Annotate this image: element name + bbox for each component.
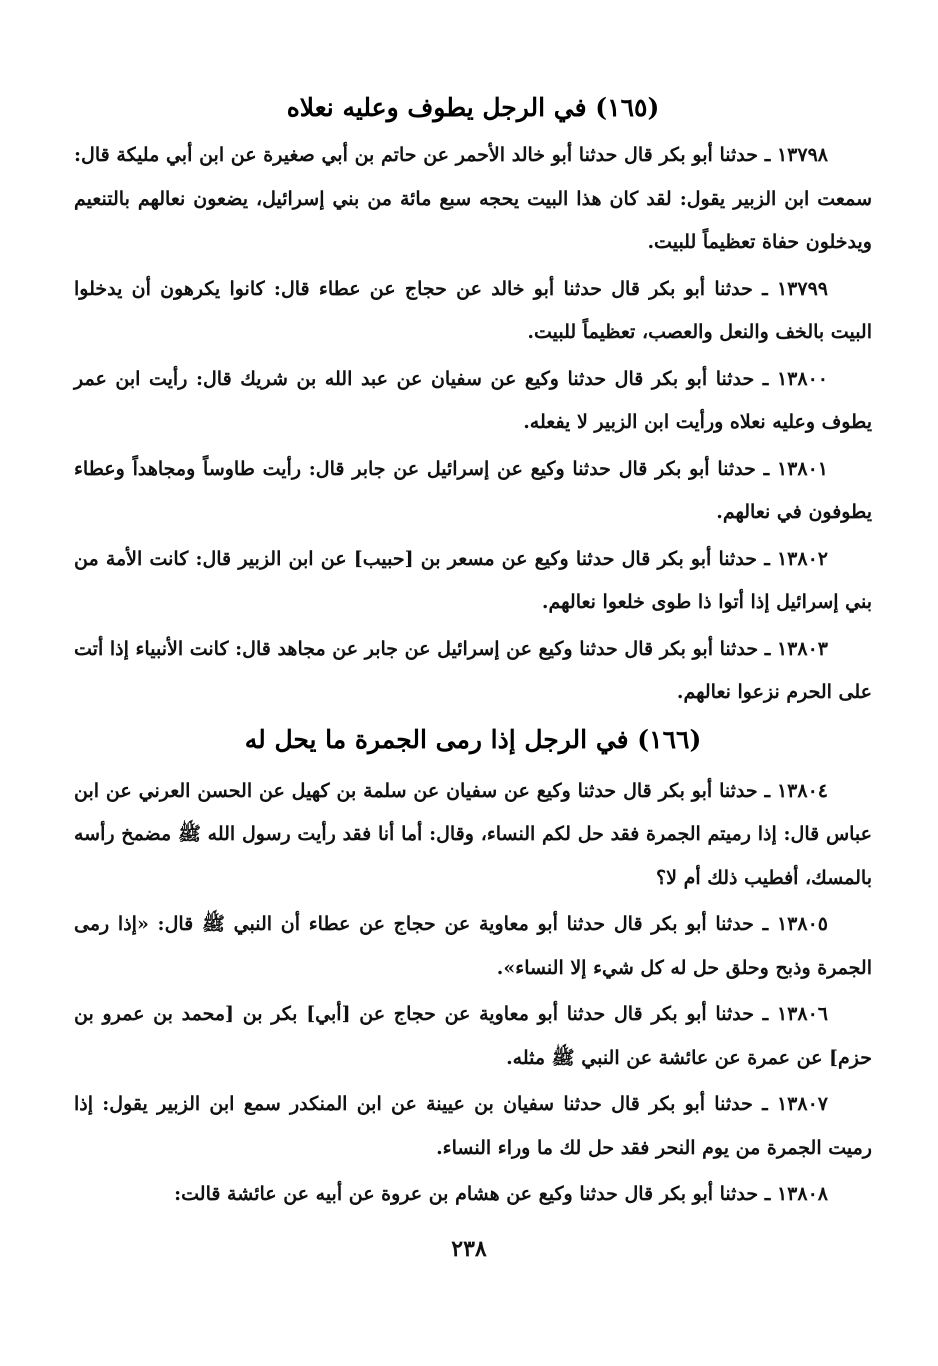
entry-text: ـ حدثنا أبو بكر قال حدثنا وكيع عن إسرائيل عن جابر عن مجاهد قال: كانت الأنبياء إذا أتت على الحرم نزعوا نعالهم.: [74, 637, 872, 703]
entry-text: ـ حدثنا أبو بكر قال حدثنا وكيع عن إسرائيل عن جابر قال: رأيت طاوساً ومجاهداً وعطاء يطوفون في نعالهم.: [74, 457, 872, 523]
entry-number: ١٣٨٠٢: [776, 547, 828, 570]
entry-number: ١٣٨٠٨: [776, 1183, 828, 1205]
hadith-entry: [74, 448, 872, 535]
entry-text: ـ حدثنا أبو بكر قال حدثنا وكيع عن هشام بن عروة عن أبيه عن عائشة قالت:: [174, 1183, 771, 1205]
entry-number: ١٣٨٠٣: [776, 637, 828, 660]
chapter-heading-165: (١٦٥) في الرجل يطوف وعليه نعلاه: [286, 93, 660, 122]
hadith-entry: [74, 1083, 872, 1170]
hadith-entry: [74, 770, 872, 901]
hadith-entry: [74, 993, 872, 1080]
page-number: ٢٣٨: [451, 1236, 487, 1262]
text-block: [74, 86, 872, 1220]
entry-number: ١٣٧٩٩: [776, 277, 828, 300]
entry-number: ١٣٨٠٥: [776, 913, 828, 935]
hadith-entry: [74, 134, 872, 265]
chapter-heading-166: (١٦٦) في الرجل إذا رمى الجمرة ما يحل له: [244, 724, 702, 754]
entry-number: ١٣٨٠٦: [776, 1003, 828, 1025]
hadith-entry: [74, 538, 872, 625]
entry-number: ١٣٨٠٧: [776, 1093, 828, 1115]
entry-text: ـ حدثنا أبو بكر قال حدثنا أبو خالد عن حجاج عن عطاء قال: كانوا يكرهون أن يدخلوا البيت بالخف والنعل والعصب، تعظيماً للبيت.: [74, 277, 872, 343]
entry-text: ـ حدثنا أبو بكر قال حدثنا أبو معاوية عن حجاج عن عطاء أن النبي ﷺ قال: «إذا رمى الجمرة وذبح وحلق حل له كل شيء إلا النساء».: [74, 913, 872, 979]
entry-number: ١٣٨٠١: [776, 457, 828, 480]
entry-text: ـ حدثنا أبو بكر قال حدثنا وكيع عن مسعر بن [حبيب] عن ابن الزبير قال: كانت الأمة من بني إسرائيل إذا أتوا ذا طوى خلعوا نعالهم.: [74, 547, 872, 613]
entry-text: ـ حدثنا أبو بكر قال حدثنا وكيع عن سفيان عن عبد الله بن شريك قال: رأيت ابن عمر يطوف وعليه نعلاه ورأيت ابن الزبير لا يفعله.: [74, 367, 872, 433]
entry-text: ـ حدثنا أبو بكر قال حدثنا وكيع عن سفيان عن سلمة بن كهيل عن الحسن العرني عن ابن عباس قال: إذا رميتم الجمرة فقد حل لكم النساء، وقال: أما أنا فقد رأيت رسول الله ﷺ مضمخ رأسه بالمسك، أفطيب ذلك أم لا؟: [74, 779, 872, 889]
entry-text: ـ حدثنا أبو بكر قال حدثنا أبو خالد الأحمر عن حاتم بن أبي صغيرة عن ابن أبي مليكة قال: سمعت ابن الزبير يقول: لقد كان هذا البيت يحجه سبع مائة من بني إسرائيل، يضعون نعالهم بالتنعيم ويدخلون حفاة تعظيماً للبيت.: [74, 144, 872, 253]
hadith-entry: [74, 628, 872, 715]
hadith-entry: [74, 358, 872, 445]
entry-text: ـ حدثنا أبو بكر قال حدثنا أبو معاوية عن حجاج عن [أبي] بكر بن [محمد بن عمرو بن حزم] عن عمرة عن عائشة عن النبي ﷺ مثله.: [74, 1003, 872, 1069]
entry-number: ١٣٧٩٨: [776, 144, 828, 166]
entry-text: ـ حدثنا أبو بكر قال حدثنا سفيان بن عيينة عن ابن المنكدر سمع ابن الزبير يقول: إذا رميت الجمرة من يوم النحر فقد حل لك ما وراء النساء.: [74, 1093, 872, 1159]
hadith-entry: [74, 268, 872, 355]
entry-number: ١٣٨٠٤: [776, 779, 828, 802]
hadith-entry: [74, 1173, 872, 1217]
hadith-entry: [74, 903, 872, 990]
entry-number: ١٣٨٠٠: [776, 367, 828, 390]
